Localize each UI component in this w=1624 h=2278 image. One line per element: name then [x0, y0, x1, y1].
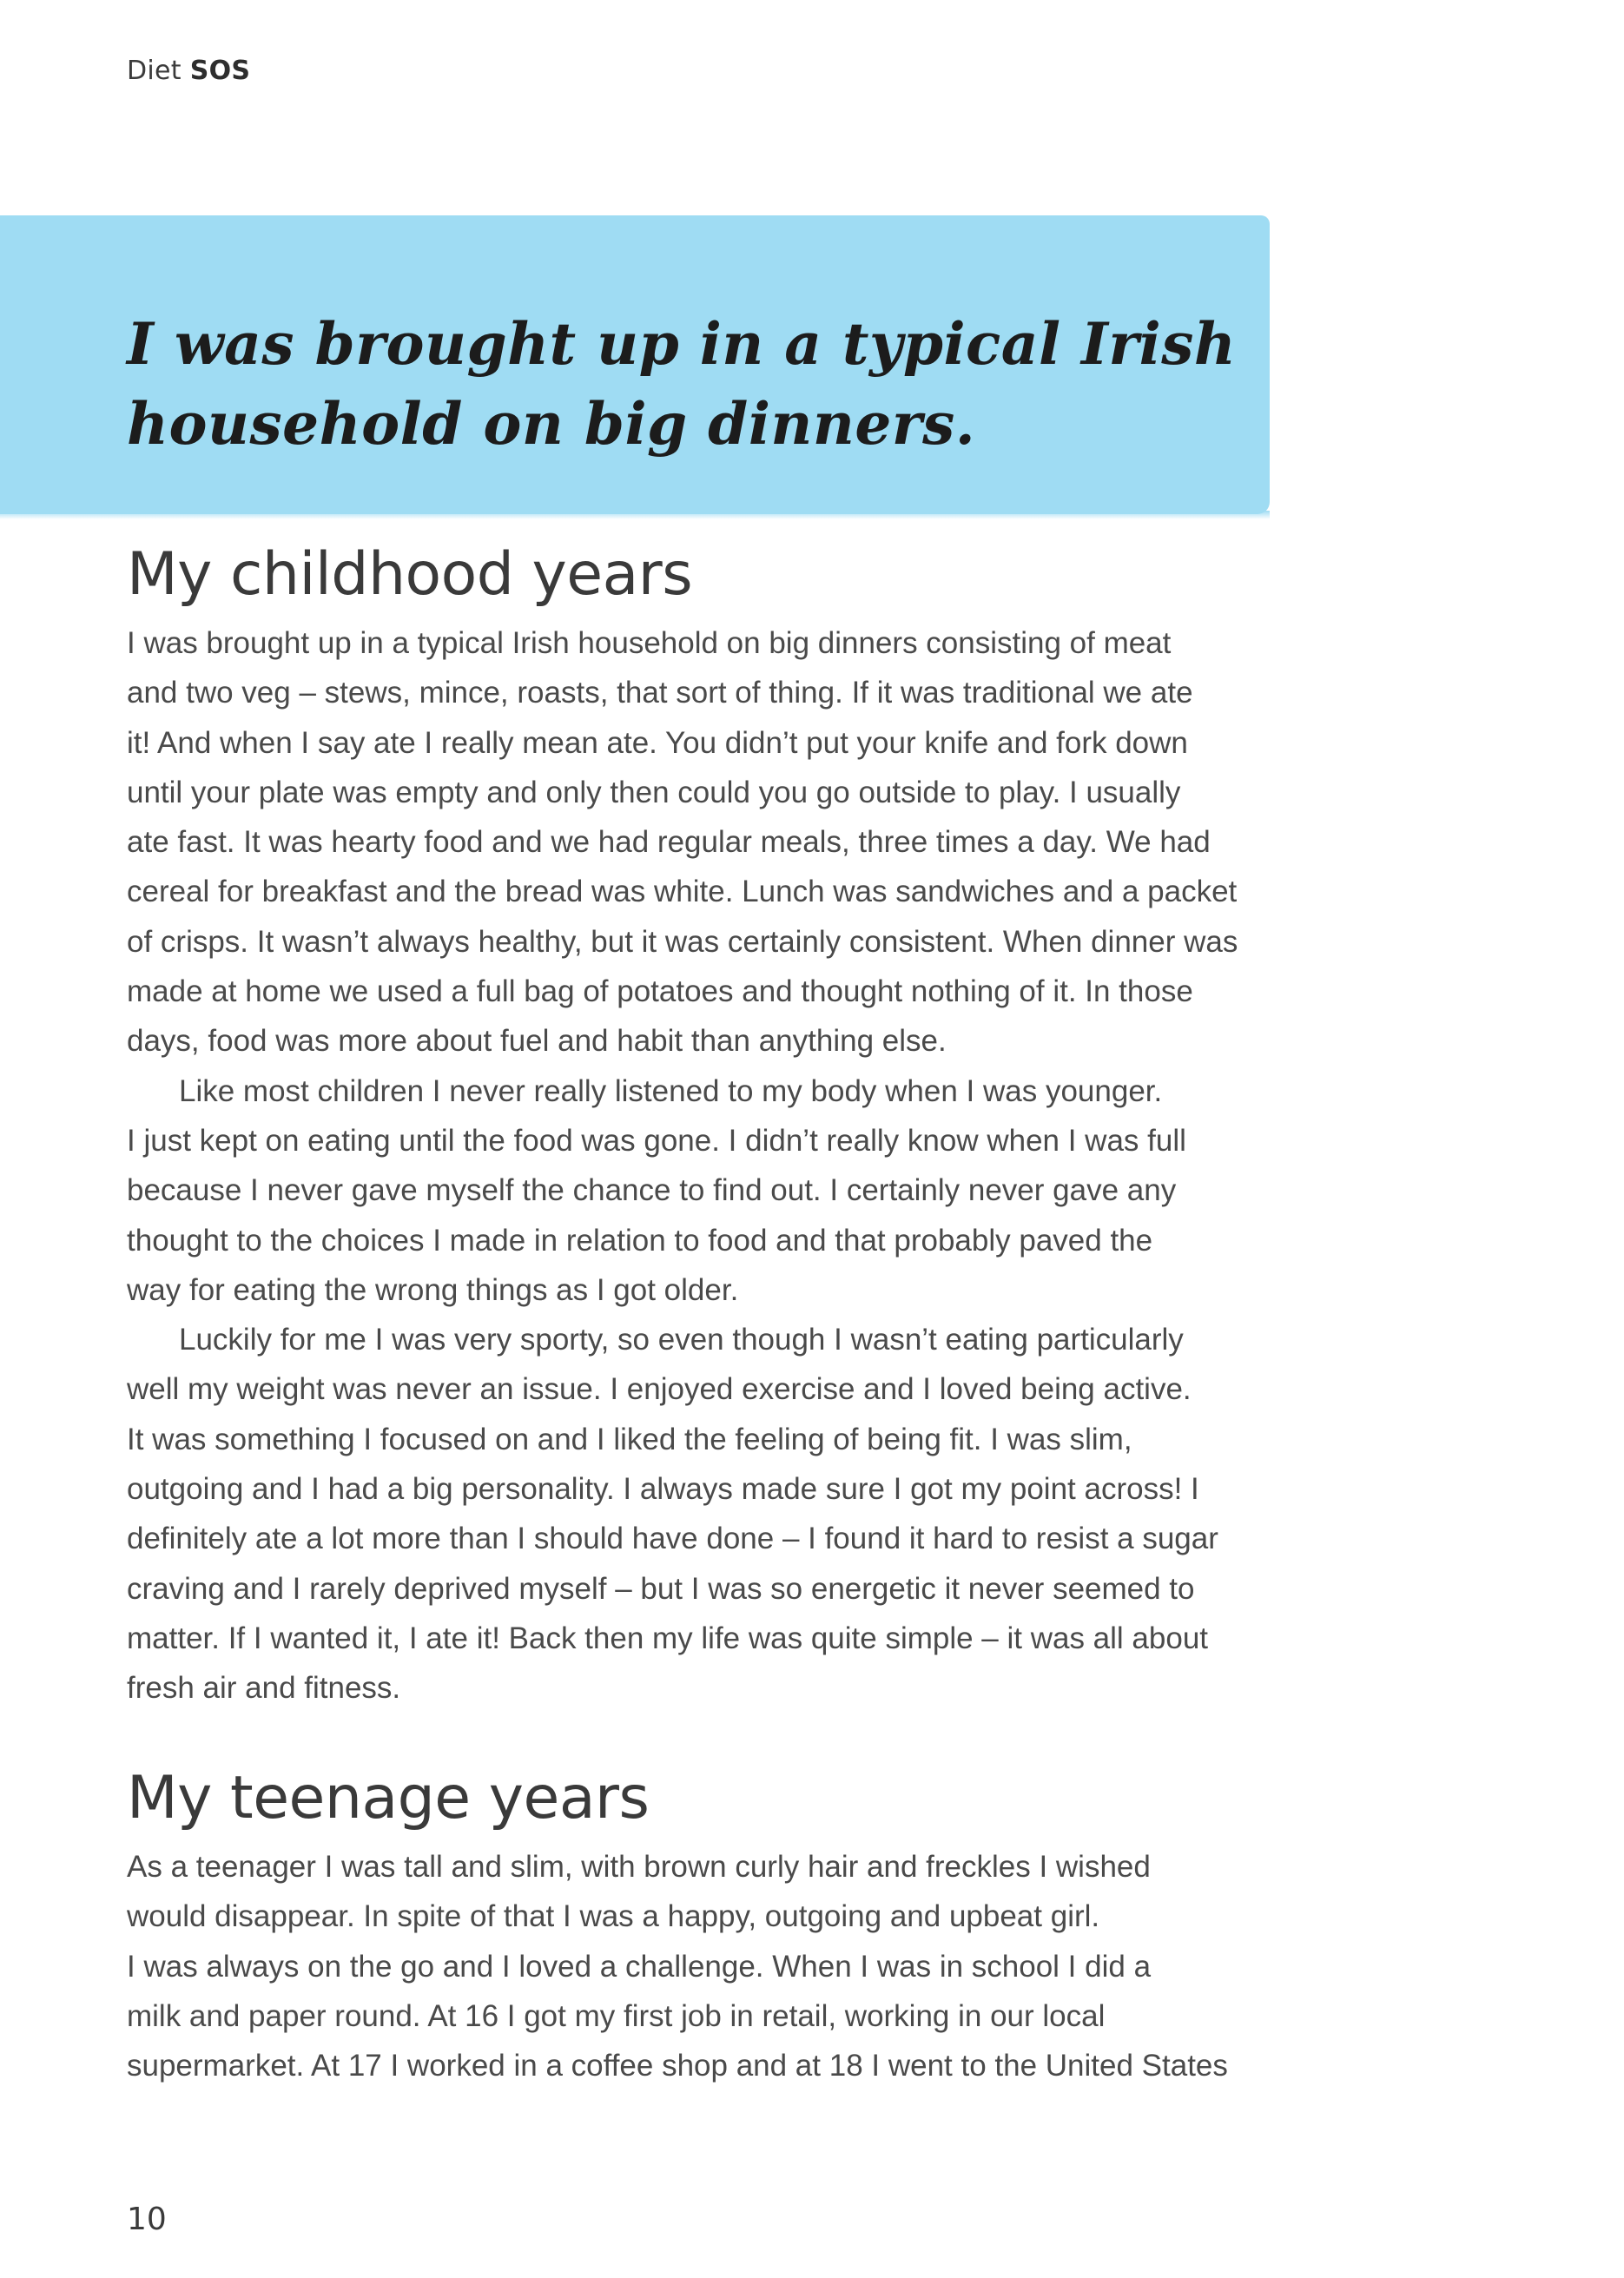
text-line: As a teenager I was tall and slim, with brown curly hair and freckles I wished: [127, 1850, 1151, 1884]
pull-quote-line: household on big dinners.: [127, 390, 976, 458]
text-line: definitely ate a lot more than I should have done – I found it hard to resist a sugar: [127, 1522, 1218, 1556]
text-line: It was something I focused on and I liked the feeling of being fit. I was slim,: [127, 1422, 1132, 1456]
text-line: Like most children I never really listened to my body when I was younger.: [179, 1073, 1163, 1108]
section-heading-teenage: My teenage years: [127, 1764, 650, 1832]
text-line: supermarket. At 17 I worked in a coffee shop and at 18 I went to the United States: [127, 2049, 1228, 2083]
paragraph: [127, 618, 1273, 1066]
running-head-prefix: Diet: [127, 56, 182, 86]
text-line: made at home we used a full bag of potatoes and thought nothing of it. In those: [127, 974, 1193, 1009]
text-line: of crisps. It wasn’t always healthy, but it was certainly consistent. When dinner was: [127, 924, 1238, 959]
text-line: matter. If I wanted it, I ate it! Back then my life was quite simple – it was all about: [127, 1621, 1209, 1655]
text-line: would disappear. In spite of that I was a happy, outgoing and upbeat girl.: [127, 1899, 1100, 1934]
running-head-emphasis: SOS: [189, 56, 251, 86]
running-head: [127, 56, 250, 86]
text-line: thought to the choices I made in relation to food and that probably paved the: [127, 1223, 1153, 1258]
text-line: well my weight was never an issue. I enjoyed exercise and I loved being active.: [127, 1372, 1192, 1407]
text-line: cereal for breakfast and the bread was white. Lunch was sandwiches and a packet: [127, 875, 1238, 909]
page-number: 10: [127, 2202, 167, 2237]
text-line: Luckily for me I was very sporty, so even though I wasn’t eating particularly: [179, 1323, 1184, 1357]
section-heading-childhood: My childhood years: [127, 540, 693, 609]
section-body-childhood: [127, 618, 1273, 1713]
text-line: fresh air and fitness.: [127, 1671, 401, 1706]
pull-quote: [127, 304, 1237, 464]
text-line: days, food was more about fuel and habit than anything else.: [127, 1024, 947, 1059]
text-line: it! And when I say ate I really mean ate. You didn’t put your knife and fork down: [127, 725, 1188, 760]
section-body-teenage: [127, 1842, 1273, 2090]
paragraph: [127, 1842, 1273, 2090]
text-line: I was always on the go and I loved a challenge. When I was in school I did a: [127, 1949, 1152, 1984]
text-line: ate fast. It was hearty food and we had regular meals, three times a day. We had: [127, 825, 1211, 860]
pull-quote-line: I was brought up in a typical Irish: [127, 310, 1237, 378]
text-line: milk and paper round. At 16 I got my first job in retail, working in our local: [127, 1998, 1106, 2033]
text-line: craving and I rarely deprived myself – but I was so energetic it never seemed to: [127, 1571, 1195, 1606]
paragraph: [127, 1315, 1273, 1713]
text-line: way for eating the wrong things as I got older.: [127, 1272, 739, 1307]
text-line: and two veg – stews, mince, roasts, that sort of thing. If it was traditional we ate: [127, 676, 1193, 710]
text-line: I just kept on eating until the food was gone. I didn’t really know when I was full: [127, 1123, 1186, 1158]
text-line: I was brought up in a typical Irish household on big dinners consisting of meat: [127, 626, 1172, 660]
text-line: until your plate was empty and only then could you go outside to play. I usually: [127, 775, 1181, 809]
text-line: because I never gave myself the chance to find out. I certainly never gave any: [127, 1173, 1177, 1208]
paragraph: [127, 1066, 1273, 1315]
text-line: outgoing and I had a big personality. I always made sure I got my point across! I: [127, 1472, 1199, 1507]
